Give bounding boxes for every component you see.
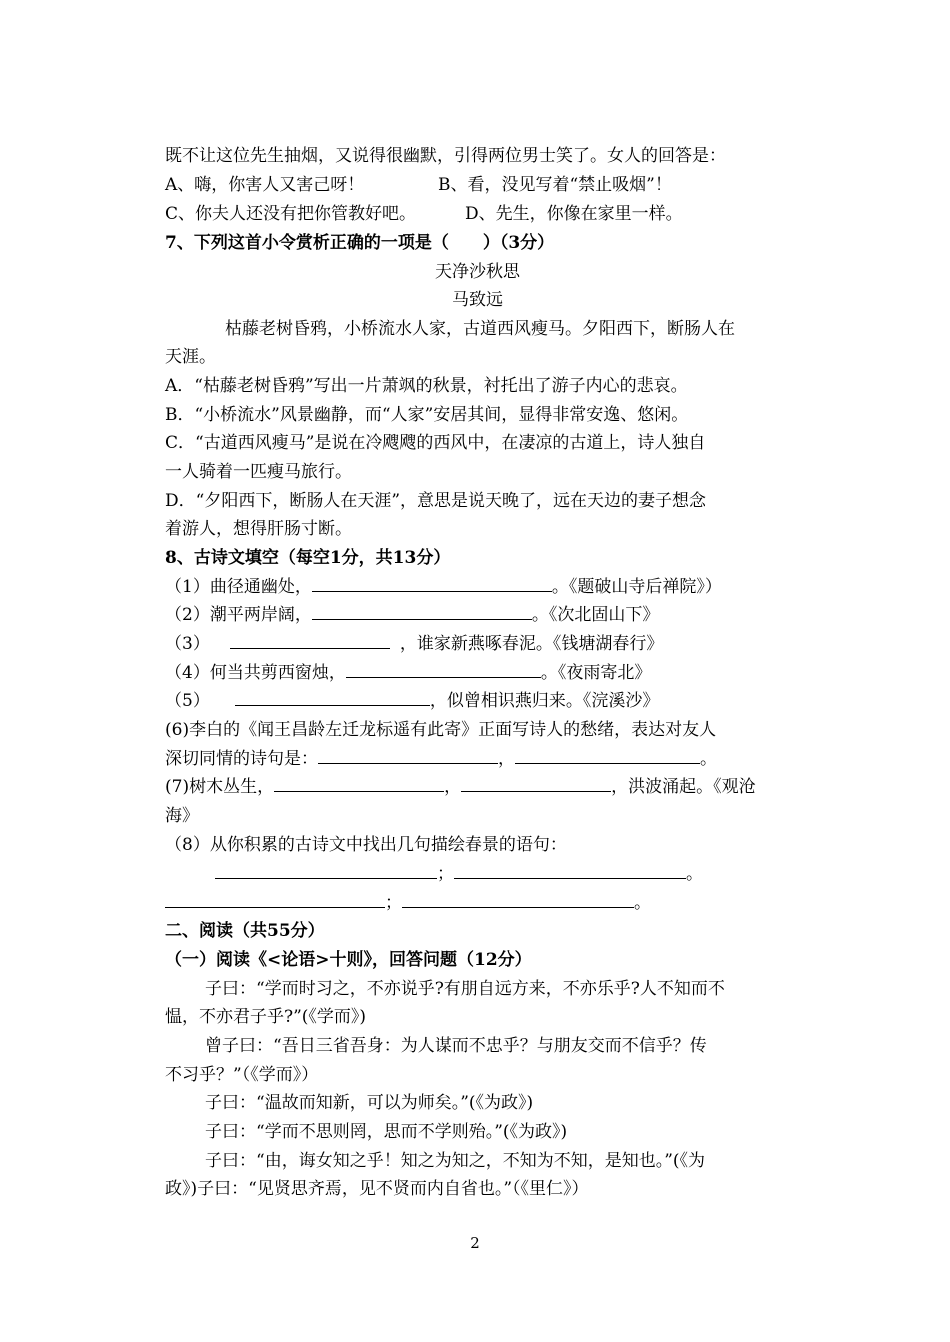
fill-2-suffix: 。《次北固山下》 — [531, 605, 660, 625]
fill-5-prefix: （5） — [165, 691, 210, 711]
fill-6-line2 — [165, 745, 790, 773]
fill-8-blank-2[interactable] — [454, 860, 686, 879]
fill-1-suffix: 。《题破山寺后禅院》） — [551, 577, 722, 597]
fill-7-prefix: (7)树木丛生， — [165, 777, 275, 797]
q7-option-b: B．“小桥流水”风景幽静，而“人家”安居其间，显得非常安逸、悠闲。 — [165, 405, 689, 425]
fill-3-blank[interactable] — [230, 630, 390, 649]
reading-1-line1: 子曰：“学而时习之，不亦说乎?有朋自远方来，不亦乐乎?人不知而不 — [205, 979, 725, 999]
fill-6-suffix: 。 — [700, 749, 717, 769]
q6-option-d: D、先生，你像在家里一样。 — [465, 204, 683, 224]
poem-line-1: 枯藤老树昏鸦，小桥流水人家，古道西风瘦马。夕阳西下，断肠人在 — [225, 319, 735, 339]
poem-line-2: 天涯。 — [165, 347, 216, 367]
fill-8-blank-1[interactable] — [215, 860, 437, 879]
section-2-subtitle: （一）阅读《<论语>十则》，回答问题（12分） — [165, 950, 532, 970]
q6-options-ab — [165, 171, 790, 199]
poem-author: 马致远 — [452, 290, 503, 310]
fill-4 — [165, 659, 790, 687]
fill-5 — [165, 687, 790, 715]
fill-5-suffix: ，似曾相识燕归来。《浣溪沙》 — [429, 691, 660, 711]
q8-title: 8、古诗文填空（每空1分，共13分） — [165, 548, 451, 568]
fill-8-blank-4[interactable] — [402, 889, 634, 908]
fill-1-prefix: （1）曲径通幽处， — [165, 577, 312, 597]
reading-3: 子曰：“温故而知新，可以为师矣。”(《为政》) — [205, 1093, 534, 1113]
fill-3 — [165, 630, 790, 658]
q7-option-a: A．“枯藤老树昏鸦”写出一片萧飒的秋景，衬托出了游子内心的悲哀。 — [165, 376, 688, 396]
fill-2-prefix: （2）潮平两岸阔， — [165, 605, 312, 625]
reading-5-line1: 子曰：“由，诲女知之乎！知之为知之，不知为不知，是知也。”(《为 — [205, 1151, 706, 1171]
q6-options-cd — [165, 200, 790, 228]
q7-option-c-line2: 一人骑着一匹瘦马旅行。 — [165, 462, 352, 482]
q7-option-d-line1: D．“夕阳西下，断肠人在天涯”，意思是说天晚了，远在天边的妻子想念 — [165, 491, 707, 511]
fill-1 — [165, 573, 790, 601]
fill-7-suffix: ，洪波涌起。《观沧 — [611, 777, 756, 797]
fill-7-blank-1[interactable] — [274, 773, 444, 792]
fill-8-line2 — [215, 860, 790, 888]
fill-8-sep-1: ； — [437, 864, 454, 884]
reading-2-line2: 不习乎？”（《学而》） — [165, 1065, 319, 1085]
section-2-title: 二、阅读（共55分） — [165, 921, 325, 941]
fill-7-sep: ， — [444, 777, 462, 797]
fill-6-sep: ， — [498, 749, 515, 769]
fill-5-blank[interactable] — [235, 687, 430, 706]
fill-7-line2: 海》 — [165, 806, 199, 826]
fill-4-prefix: （4）何当共剪西窗烛， — [165, 663, 346, 683]
reading-4: 子曰：“学而不思则罔，思而不学则殆。”(《为政》) — [205, 1122, 568, 1142]
fill-6-line1: (6)李白的《闻王昌龄左迁龙标遥有此寄》正面写诗人的愁绪，表达对友人 — [165, 720, 717, 740]
q6-option-b: B、看，没见写着“禁止吸烟”！ — [438, 175, 672, 195]
fill-2 — [165, 601, 790, 629]
fill-8-blank-3[interactable] — [165, 889, 385, 908]
fill-3-suffix: ，谁家新燕啄春泥。《钱塘湖春行》 — [399, 634, 664, 654]
fill-8-line3 — [165, 889, 790, 917]
fill-6-prefix: 深切同情的诗句是： — [165, 749, 318, 769]
poem-title: 天净沙秋思 — [435, 262, 520, 282]
reading-5-line2: 政》)子曰：“见贤思齐焉，见不贤而内自省也。”（《里仁》） — [165, 1179, 589, 1199]
fill-7-line1 — [165, 773, 790, 801]
q6-tail: 既不让这位先生抽烟，又说得很幽默，引得两位男士笑了。女人的回答是： — [165, 146, 726, 166]
fill-6-blank-1[interactable] — [318, 745, 498, 764]
fill-8-line1: （8）从你积累的古诗文中找出几句描绘春景的语句： — [165, 835, 567, 855]
reading-2-line1: 曾子曰：“吾日三省吾身：为人谋而不忠乎？与朋友交而不信乎？传 — [205, 1036, 707, 1056]
fill-8-end-1: 。 — [686, 864, 703, 884]
q7-option-c-line1: C．“古道西风瘦马”是说在冷飕飕的西风中，在凄凉的古道上，诗人独自 — [165, 433, 706, 453]
fill-4-suffix: 。《夜雨寄北》 — [540, 663, 652, 683]
fill-1-blank[interactable] — [312, 573, 552, 592]
fill-8-end-2: 。 — [634, 893, 651, 913]
fill-3-prefix: （3） — [165, 634, 210, 654]
fill-8-sep-2: ； — [385, 893, 402, 913]
fill-6-blank-2[interactable] — [515, 745, 700, 764]
reading-1-line2: 愠，不亦君子乎?”(《学而》) — [165, 1007, 367, 1027]
q7-option-d-line2: 着游人，想得肝肠寸断。 — [165, 519, 352, 539]
fill-2-blank[interactable] — [312, 601, 532, 620]
fill-7-blank-2[interactable] — [461, 773, 611, 792]
q6-option-c: C、你夫人还没有把你管教好吧。 — [165, 204, 417, 224]
page-number: 2 — [470, 1234, 480, 1252]
q6-option-a: A、嗨，你害人又害己呀！ — [165, 175, 365, 195]
fill-4-blank[interactable] — [346, 659, 541, 678]
q7-title: 7、下列这首小令赏析正确的一项是（ ）（3分） — [165, 233, 555, 253]
